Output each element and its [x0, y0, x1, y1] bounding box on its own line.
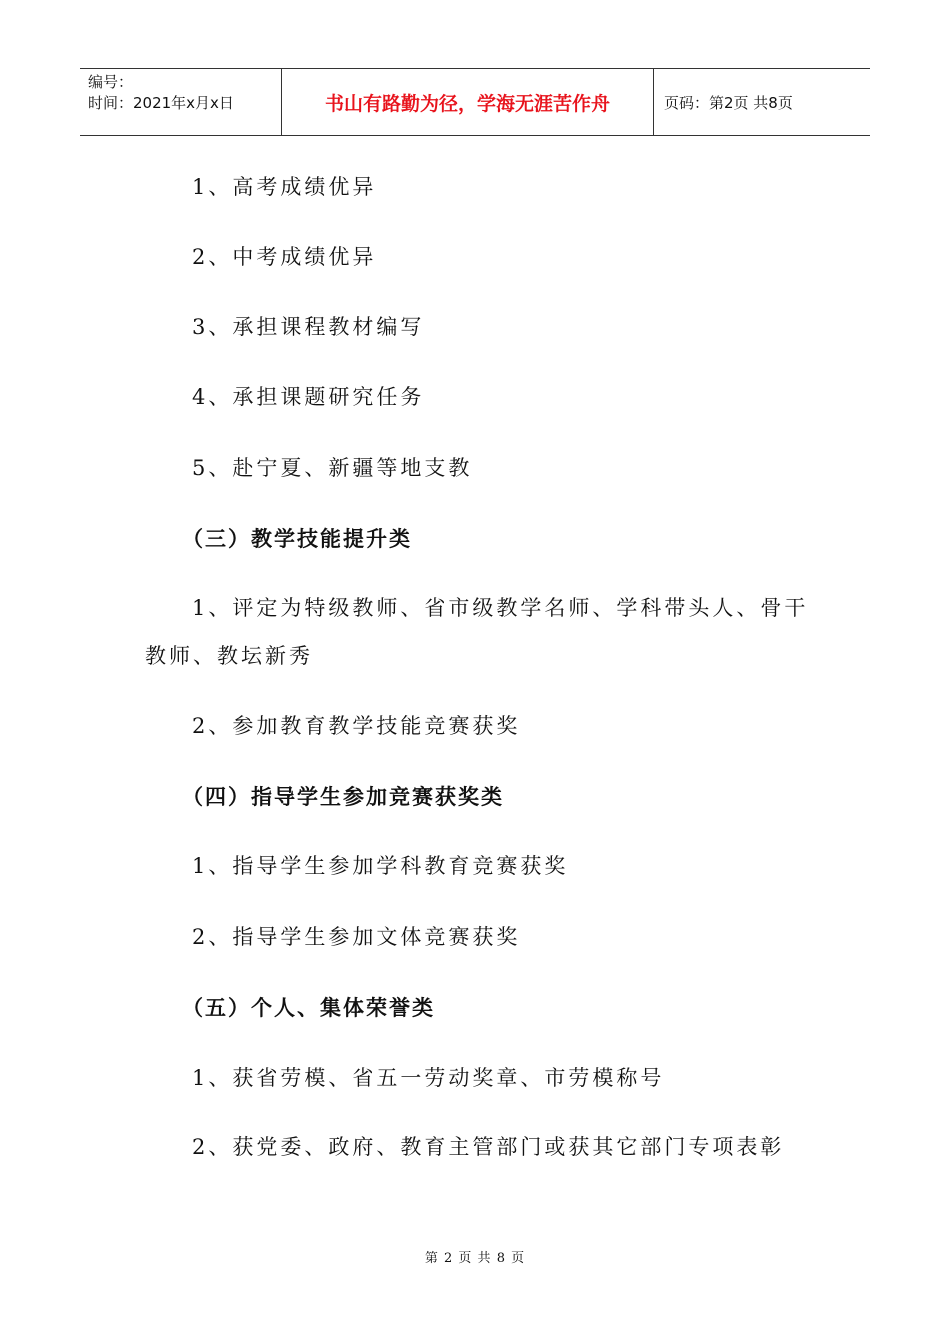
list-item: 2、指导学生参加文体竞赛获奖	[192, 925, 521, 949]
header-meta	[80, 69, 282, 135]
list-item: 3、承担课程教材编写	[192, 315, 425, 339]
header-number-label: 编号：	[88, 73, 134, 91]
section-heading: （五）个人、集体荣誉类	[182, 996, 435, 1020]
list-item: 2、参加教育教学技能竞赛获奖	[192, 714, 521, 738]
list-item: 2、获党委、政府、教育主管部门或获其它部门专项表彰	[192, 1135, 785, 1159]
list-item: 1、高考成绩优异	[192, 175, 377, 199]
header-motto: 书山有路勤为径，学海无涯苦作舟	[282, 69, 654, 135]
list-item: 4、承担课题研究任务	[192, 385, 425, 409]
page-footer: 第 2 页 共 8 页	[424, 1251, 526, 1266]
list-item-continuation: 教师、教坛新秀	[145, 644, 313, 668]
page-header	[80, 68, 870, 136]
list-item: 5、赴宁夏、新疆等地支教	[192, 456, 473, 480]
header-time-label: 时间：2021年x月x日	[88, 94, 234, 112]
list-item: 1、指导学生参加学科教育竞赛获奖	[192, 854, 569, 878]
section-heading: （四）指导学生参加竞赛获奖类	[182, 785, 504, 809]
list-item: 1、评定为特级教师、省市级教学名师、学科带头人、骨干	[192, 596, 809, 620]
list-item: 2、中考成绩优异	[192, 245, 377, 269]
list-item: 1、获省劳模、省五一劳动奖章、市劳模称号	[192, 1066, 665, 1090]
section-heading: （三）教学技能提升类	[182, 527, 412, 551]
header-page-info: 页码：第2页 共8页	[664, 93, 793, 112]
